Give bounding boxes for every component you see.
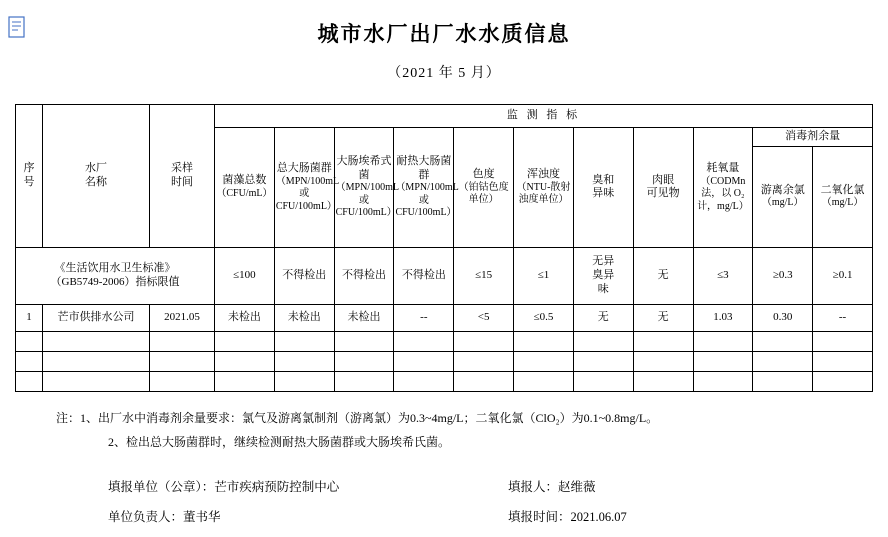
- cell-date: 2021.05: [150, 304, 215, 331]
- report-unit: 填报单位（公章）：芒市疾病预防控制中心: [108, 479, 340, 494]
- cell-empty: [394, 371, 454, 391]
- notes-block: [0, 406, 888, 454]
- table-row-empty: [16, 371, 873, 391]
- cell-total-coliform: 未检出: [274, 304, 334, 331]
- cell-empty: [334, 351, 394, 371]
- header-odor: 臭和 异味: [573, 128, 633, 248]
- header-chlorine-dioxide: 二氧化氯 （mg/L）: [813, 146, 873, 247]
- cell-empty: [573, 371, 633, 391]
- water-quality-table: [15, 104, 873, 392]
- footer-line-1: [0, 472, 888, 502]
- cell-empty: [16, 331, 43, 351]
- cell-chlorine-dioxide: --: [813, 304, 873, 331]
- document-icon: [8, 16, 28, 40]
- cell-empty: [43, 331, 150, 351]
- cell-plant: 芒市供排水公司: [43, 304, 150, 331]
- cell-empty: [394, 351, 454, 371]
- footer-line-2: [0, 502, 888, 532]
- note-1: 注：1、出厂水中消毒剂余量要求：氯气及游离氯制剂（游离氯）为0.3~4mg/L；二氧化氯（ClO₂）为0.1~0.8mg/L。: [56, 410, 659, 425]
- cell-empty: [753, 371, 813, 391]
- header-free-chlorine: 游离余氯 （mg/L）: [753, 146, 813, 247]
- cell-empty: [813, 371, 873, 391]
- standard-limit-row: [16, 247, 873, 304]
- cell-empty: [150, 331, 215, 351]
- cell-empty: [454, 331, 514, 351]
- cell-empty: [215, 371, 275, 391]
- cell-empty: [43, 371, 150, 391]
- standard-turbidity: ≤1: [514, 247, 574, 304]
- cell-algae: 未检出: [215, 304, 275, 331]
- cell-empty: [334, 371, 394, 391]
- cell-thermotolerant-coliform: --: [394, 304, 454, 331]
- header-thermotolerant-coliform: 耐热大肠菌群 （MPN/100mL 或 CFU/100mL）: [394, 128, 454, 248]
- standard-free-chlorine: ≥0.3: [753, 247, 813, 304]
- cell-empty: [514, 371, 574, 391]
- cell-empty: [693, 331, 753, 351]
- cell-empty: [454, 371, 514, 391]
- cell-cod: 1.03: [693, 304, 753, 331]
- cell-empty: [215, 351, 275, 371]
- cell-rownum: 1: [16, 304, 43, 331]
- header-color: 色度 （铂钴色度单位）: [454, 128, 514, 248]
- header-total-coliform: 总大肠菌群 （MPN/100mL 或 CFU/100mL）: [274, 128, 334, 248]
- cell-empty: [274, 371, 334, 391]
- cell-empty: [514, 351, 574, 371]
- cell-empty: [16, 351, 43, 371]
- cell-color: <5: [454, 304, 514, 331]
- cell-empty: [633, 351, 693, 371]
- cell-empty: [43, 351, 150, 371]
- cell-empty: [633, 331, 693, 351]
- standard-thermotolerant-coliform: 不得检出: [394, 247, 454, 304]
- standard-ecoli: 不得检出: [334, 247, 394, 304]
- footer-block: [0, 472, 888, 532]
- cell-free-chlorine: 0.30: [753, 304, 813, 331]
- cell-empty: [150, 351, 215, 371]
- table-row-empty: [16, 351, 873, 371]
- standard-visible-matter: 无: [633, 247, 693, 304]
- standard-color: ≤15: [454, 247, 514, 304]
- cell-turbidity: ≤0.5: [514, 304, 574, 331]
- unit-leader: 单位负责人：董书华: [108, 509, 221, 524]
- page-title: 城市水厂出厂水水质信息: [317, 22, 571, 46]
- cell-ecoli: 未检出: [334, 304, 394, 331]
- header-date: 采样 时间: [150, 105, 215, 248]
- standard-total-coliform: 不得检出: [274, 247, 334, 304]
- note-2: 2、检出总大肠菌群时，继续检测耐热大肠菌群或大肠埃希氏菌。: [108, 434, 451, 449]
- cell-empty: [334, 331, 394, 351]
- cell-empty: [394, 331, 454, 351]
- header-ecoli: 大肠埃希式菌 （MPN/100mL 或 CFU/100mL）: [334, 128, 394, 248]
- cell-empty: [813, 331, 873, 351]
- cell-empty: [753, 351, 813, 371]
- reporter: 填报人：赵维薇: [508, 479, 596, 494]
- standard-odor: 无异 臭异 味: [573, 247, 633, 304]
- cell-empty: [215, 331, 275, 351]
- header-rownum: 序 号: [16, 105, 43, 248]
- header-turbidity: 浑浊度 （NTU-散射浊度单位）: [514, 128, 574, 248]
- table-row: [16, 304, 873, 331]
- header-monitor-group: 监 测 指 标: [215, 105, 873, 128]
- cell-empty: [753, 331, 813, 351]
- cell-empty: [274, 331, 334, 351]
- standard-chlorine-dioxide: ≥0.1: [813, 247, 873, 304]
- cell-empty: [813, 351, 873, 371]
- cell-empty: [514, 331, 574, 351]
- table-row-empty: [16, 331, 873, 351]
- cell-empty: [693, 351, 753, 371]
- header-visible-matter: 肉眼 可见物: [633, 128, 693, 248]
- standard-label: 《生活饮用水卫生标准》 （GB5749-2006）指标限值: [16, 247, 215, 304]
- standard-cod: ≤3: [693, 247, 753, 304]
- cell-empty: [454, 351, 514, 371]
- cell-empty: [573, 351, 633, 371]
- header-cod: 耗氧量 （CODMn 法，以 O₂ 计，mg/L）: [693, 128, 753, 248]
- header-plant: 水厂 名称: [43, 105, 150, 248]
- table-header-group-row: [16, 105, 873, 128]
- header-algae: 菌藻总数 （CFU/mL）: [215, 128, 275, 248]
- cell-empty: [150, 371, 215, 391]
- cell-empty: [16, 371, 43, 391]
- standard-algae: ≤100: [215, 247, 275, 304]
- cell-empty: [274, 351, 334, 371]
- cell-odor: 无: [573, 304, 633, 331]
- cell-visible-matter: 无: [633, 304, 693, 331]
- report-time: 填报时间：2021.06.07: [508, 509, 627, 524]
- cell-empty: [693, 371, 753, 391]
- cell-empty: [573, 331, 633, 351]
- page-subtitle: （2021 年 5 月）: [387, 66, 501, 81]
- header-disinfectant-group: 消毒剂余量: [753, 128, 873, 147]
- cell-empty: [633, 371, 693, 391]
